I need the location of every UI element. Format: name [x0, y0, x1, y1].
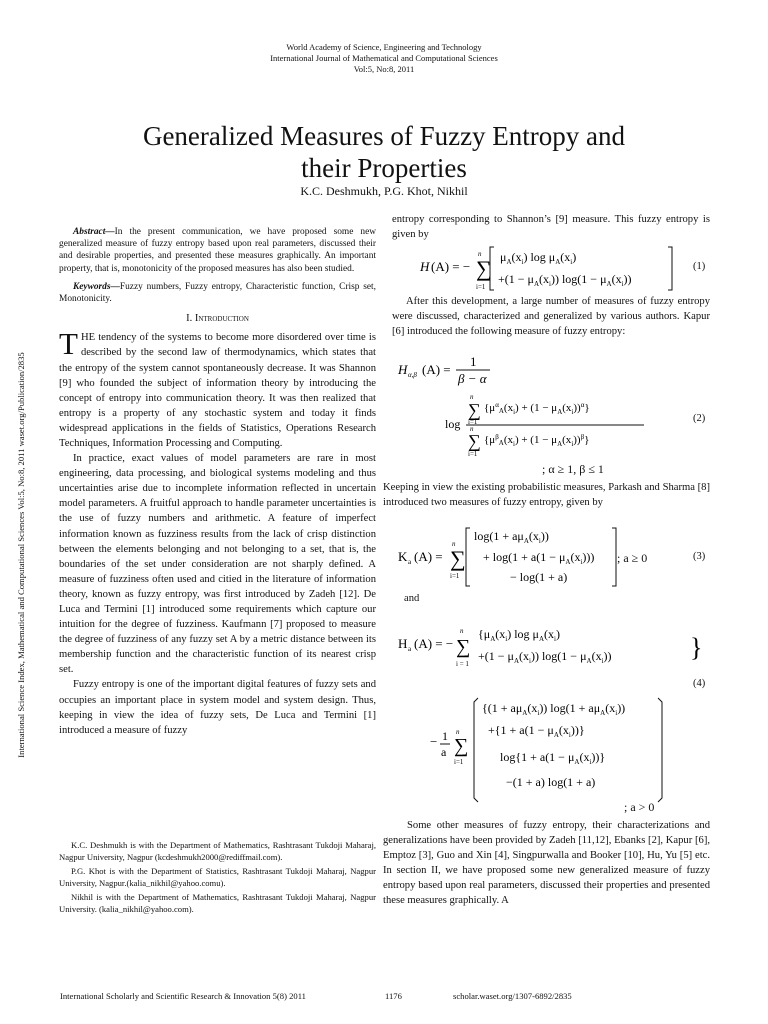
svg-text:log{1 + a(1 − μA(xi))}: $\log\{1 + a(1 - \mu_A(x_i))\}$ — [500, 750, 606, 766]
equation-3-graphic — [392, 524, 710, 588]
equation-4-condition: ; a > 0 — [624, 800, 655, 814]
svg-text:n: n — [452, 540, 456, 548]
keywords — [59, 281, 376, 305]
svg-text:a: a — [441, 745, 447, 759]
svg-text:+(1 − μA(xi)) log(1 − μA(xi)): $+(1 - \mu_A(x_i))$ $\log(1 - \mu_A(x_i))$ — [498, 272, 632, 288]
equation-ha — [392, 620, 710, 670]
svg-text:H: H — [398, 636, 408, 651]
section-heading-introduction: I. Introduction — [186, 313, 249, 325]
intro-p1-text: HE tendency of the systems to become more disordered over time is described by the second law of thermodynamics, which states that the entropy of the system cannot spontaneously decrease. It was Shannon [9] who founded the subject of information theory by introducing the concept of entropy into communication theory. It was then realized that entropy is a property of any stochastic system and today it finds widespread applications in the fields of Statistics, Operations Research Techniques, Information Processing and Computing. — [59, 332, 376, 449]
right-text-and: and — [404, 593, 420, 604]
svg-text:i=1: i=1 — [468, 418, 478, 426]
equation-1-graphic — [392, 243, 710, 295]
svg-text:a: a — [408, 645, 412, 653]
svg-text:n: n — [460, 627, 464, 635]
svg-text:∑: ∑ — [468, 431, 481, 451]
footer-url: scholar.waset.org/1307-6892/2835 — [453, 991, 572, 1001]
svg-text:n: n — [478, 250, 482, 258]
right-text-4: Some other measures of fuzzy entropy, their characterizations and generalizations have been provided by Zadeh [11,12], Ebanks [2], Kapur [6], Emptoz [3], Guo and Xin [4], Singpurwalla and Booker [10], Hu, Yu [5] etc. In section II, we have proposed some new generalized measure of fuzzy entropy based upon real parameters, discussed their properties and presented these measures graphically. A — [383, 820, 710, 907]
journal-header — [0, 42, 768, 75]
right-text-3: Keeping in view the existing probabilistic measures, Parkash and Sharma [8] introduced two measures of fuzzy entropy, given by — [383, 482, 710, 509]
right-text-1: entropy corresponding to Shannon’s [9] measure. This fuzzy entropy is given by — [392, 214, 710, 241]
svg-text:H: H — [398, 362, 408, 377]
svg-text:+(1 − μA(xi)) log(1 − μA(xi)): $+(1 - \mu_A(x_i))$ $\log(1 - \mu_A(x_i))$ — [478, 649, 612, 665]
svg-text:i=1: i=1 — [468, 450, 478, 458]
footnotes — [59, 840, 376, 919]
equation-ha-graphic — [392, 620, 710, 670]
svg-text:−: − — [430, 734, 438, 749]
intro-paragraph-1 — [59, 326, 376, 451]
svg-text:i = 1: i = 1 — [456, 660, 469, 668]
footnote-1: K.C. Deshmukh is with the Department of Mathematics, Rashtrasant Tukdoji Maharaj, Nagpur University, Nagpur (kcdeshmukh2000@rediffmail.com). — [59, 840, 376, 862]
intro-paragraph-3: Fuzzy entropy is one of the important digital features of fuzzy sets and occupies an important place in system model and system design. Thus, keeping in view the idea of fuzzy sets, De Luca and Termini [1] introduced a measure of fuzzy — [59, 679, 376, 736]
svg-text:∑: ∑ — [476, 256, 492, 281]
svg-text:−(1 + a) log(1 + a): −(1 + a) log(1 + a) — [506, 775, 596, 789]
svg-text:− log(1 + a): − log(1 + a) — [510, 570, 568, 584]
svg-text:n: n — [470, 393, 474, 401]
svg-text:K: K — [398, 549, 408, 564]
svg-text:{μβA(xi) + (1 − μA(xi))β}: $\{\mu^\beta_A(x_i) + (1 - \mu_A(x_i))^\beta\}$ — [484, 433, 590, 448]
equation-1-number: (1) — [693, 261, 706, 272]
right-text-2: After this development, a large number of measures of fuzzy entropy were discussed, characterized and generalized by various authors. Kapur [6] introduced the following measure of fuzzy entropy: — [392, 296, 710, 338]
svg-text:μA(xi) log μA(xi): $\mu_A(x_i)$ $\log \mu_A(x_i)$ — [500, 250, 577, 266]
abstract — [59, 226, 376, 275]
svg-text:∑: ∑ — [456, 636, 471, 658]
svg-text:+{1 + a(1 − μA(xi))}: $+\{1 + a(1 - \mu_A(x_i))\}$ — [488, 723, 585, 739]
abstract-label: Abstract— — [73, 227, 115, 237]
svg-text:i=1: i=1 — [450, 572, 460, 580]
svg-text:(A) =: (A) = — [414, 549, 443, 564]
svg-text:{μαA(xi) + (1 − μA(xi))α}: $\{\mu^\alpha_A(x_i) + (1 - \mu_A(x_i))^\alpha\}$ — [484, 401, 590, 416]
journal-volume: Vol:5, No:8, 2011 — [353, 64, 415, 74]
svg-text:}: } — [690, 633, 703, 662]
title-line-1: Generalized Measures of Fuzzy Entropy and — [142, 121, 626, 151]
left-column — [59, 226, 376, 738]
svg-text:∑: ∑ — [454, 735, 469, 757]
footnote-2: P.G. Khot is with the Department of Statistics, Rashtrasant Tukdoji Maharaj, Nagpur University, Nagpur.(kalia_nikhil@yahoo.comu). — [59, 866, 376, 888]
svg-text:(A) = −: (A) = − — [431, 259, 471, 274]
svg-text:{μA(xi) log μA(xi): {$\mu_A(x_i)$ $\log \mu_A(x_i)$ — [478, 627, 560, 643]
footnote-3: Nikhil is with the Department of Mathematics, Rashtrasant Tukdoji Maharaj, Nagpur University. (kalia_nikhil@yahoo.com). — [59, 892, 376, 914]
svg-text:∑: ∑ — [468, 400, 481, 420]
journal-name: World Academy of Science, Engineering and Technology — [286, 42, 482, 52]
svg-text:a: a — [408, 558, 412, 566]
equation-3 — [392, 524, 710, 588]
svg-text:n: n — [470, 425, 474, 433]
svg-text:H: H — [420, 259, 430, 274]
svg-text:n: n — [456, 728, 460, 736]
equation-2-graphic — [392, 352, 710, 480]
paper-authors: K.C. Deshmukh, P.G. Khot, Nikhil — [300, 184, 468, 198]
svg-text:{(1 + aμA(xi)) log(1 + aμA(xi): {$(1 + a\mu_A(x_i))$ $\log(1 + a\mu_A(x_i))$ — [482, 701, 626, 717]
title-line-2: their Properties — [301, 153, 467, 183]
keywords-label: Keywords— — [73, 281, 120, 292]
svg-text:1: 1 — [470, 354, 477, 369]
svg-text:log: log — [445, 417, 461, 431]
equation-2 — [392, 352, 710, 480]
svg-text:(A) =: (A) = — [422, 362, 451, 377]
equation-3-number: (3) — [693, 551, 706, 562]
svg-text:1: 1 — [442, 729, 448, 743]
svg-text:β − α: β − α — [458, 371, 487, 386]
svg-text:α,β: α,β — [408, 371, 417, 379]
keywords-text: Fuzzy numbers, Fuzzy entropy, Characteristic function, Crisp set, Monotonicity. — [59, 281, 376, 305]
svg-text:log(1 + aμA(xi)): $\log(1 + a\mu_A(x_i))$ — [474, 529, 549, 545]
svg-text:(A) = −: (A) = − — [414, 636, 454, 651]
paper-title — [0, 120, 768, 184]
equation-2-number: (2) — [693, 413, 706, 424]
svg-text:i=1: i=1 — [454, 758, 464, 766]
drop-cap: T — [59, 326, 78, 362]
svg-text:i=1: i=1 — [476, 283, 486, 291]
equation-4 — [392, 694, 710, 814]
abstract-text: In the present communication, we have proposed some new generalized measure of fuzzy entropy based upon real parameters, discussed their and desirable properties, and presented these measures graphically. An important property, that is, monotonicity of the proposed measures has also been studied. — [59, 227, 376, 274]
equation-4-graphic — [392, 694, 710, 806]
equation-3-condition: ; a ≥ 0 — [617, 551, 648, 565]
equation-1 — [392, 243, 710, 293]
sidebar-index-text: International Science Index, Mathematical and Computational Sciences Vol:5, No:8, 2011 waset.org/Publication/2835 — [16, 352, 26, 758]
footer-page-number: 1176 — [385, 991, 402, 1001]
intro-paragraph-2: In practice, exact values of model parameters are rare in most engineering, data processing, and biological systems modeling and thus uncertainties arise due to incomplete information reflected in uncertain model parameters. A fruitful approach to handle parameter uncertainties is the use of fuzzy numbers and arithmetic. A feature of imperfect information known as fuzziness results from the lack of crisp distinction between the elements belonging and not belonging to a set, that is, the boundaries of the set under consideration are not sharply defined. A measure of fuzziness often used and citied in the literature of information theory, known as fuzzy entropy, was first introduced by Zadeh [12]. De Luca and Termini [1] introduced some requirements which capture our intuition for the degree of fuzziness. Kaufmann [7] proposed to measure the degree of fuzziness of any fuzzy set A by a metric distance between its membership function and the characteristic function of its nearest crisp set. — [59, 453, 376, 676]
equation-4-number: (4) — [693, 678, 706, 689]
svg-text:+ log(1 + a(1 − μA(xi))): + $\log(1 + a(1 - \mu_A(x_i)))$ — [483, 550, 595, 566]
equation-2-condition: ; α ≥ 1, β ≤ 1 — [542, 462, 604, 476]
footer-publisher: International Scholarly and Scientific Research & Innovation 5(8) 2011 — [60, 991, 306, 1001]
journal-subtitle: International Journal of Mathematical and Computational Sciences — [270, 53, 498, 63]
svg-text:∑: ∑ — [450, 546, 466, 571]
